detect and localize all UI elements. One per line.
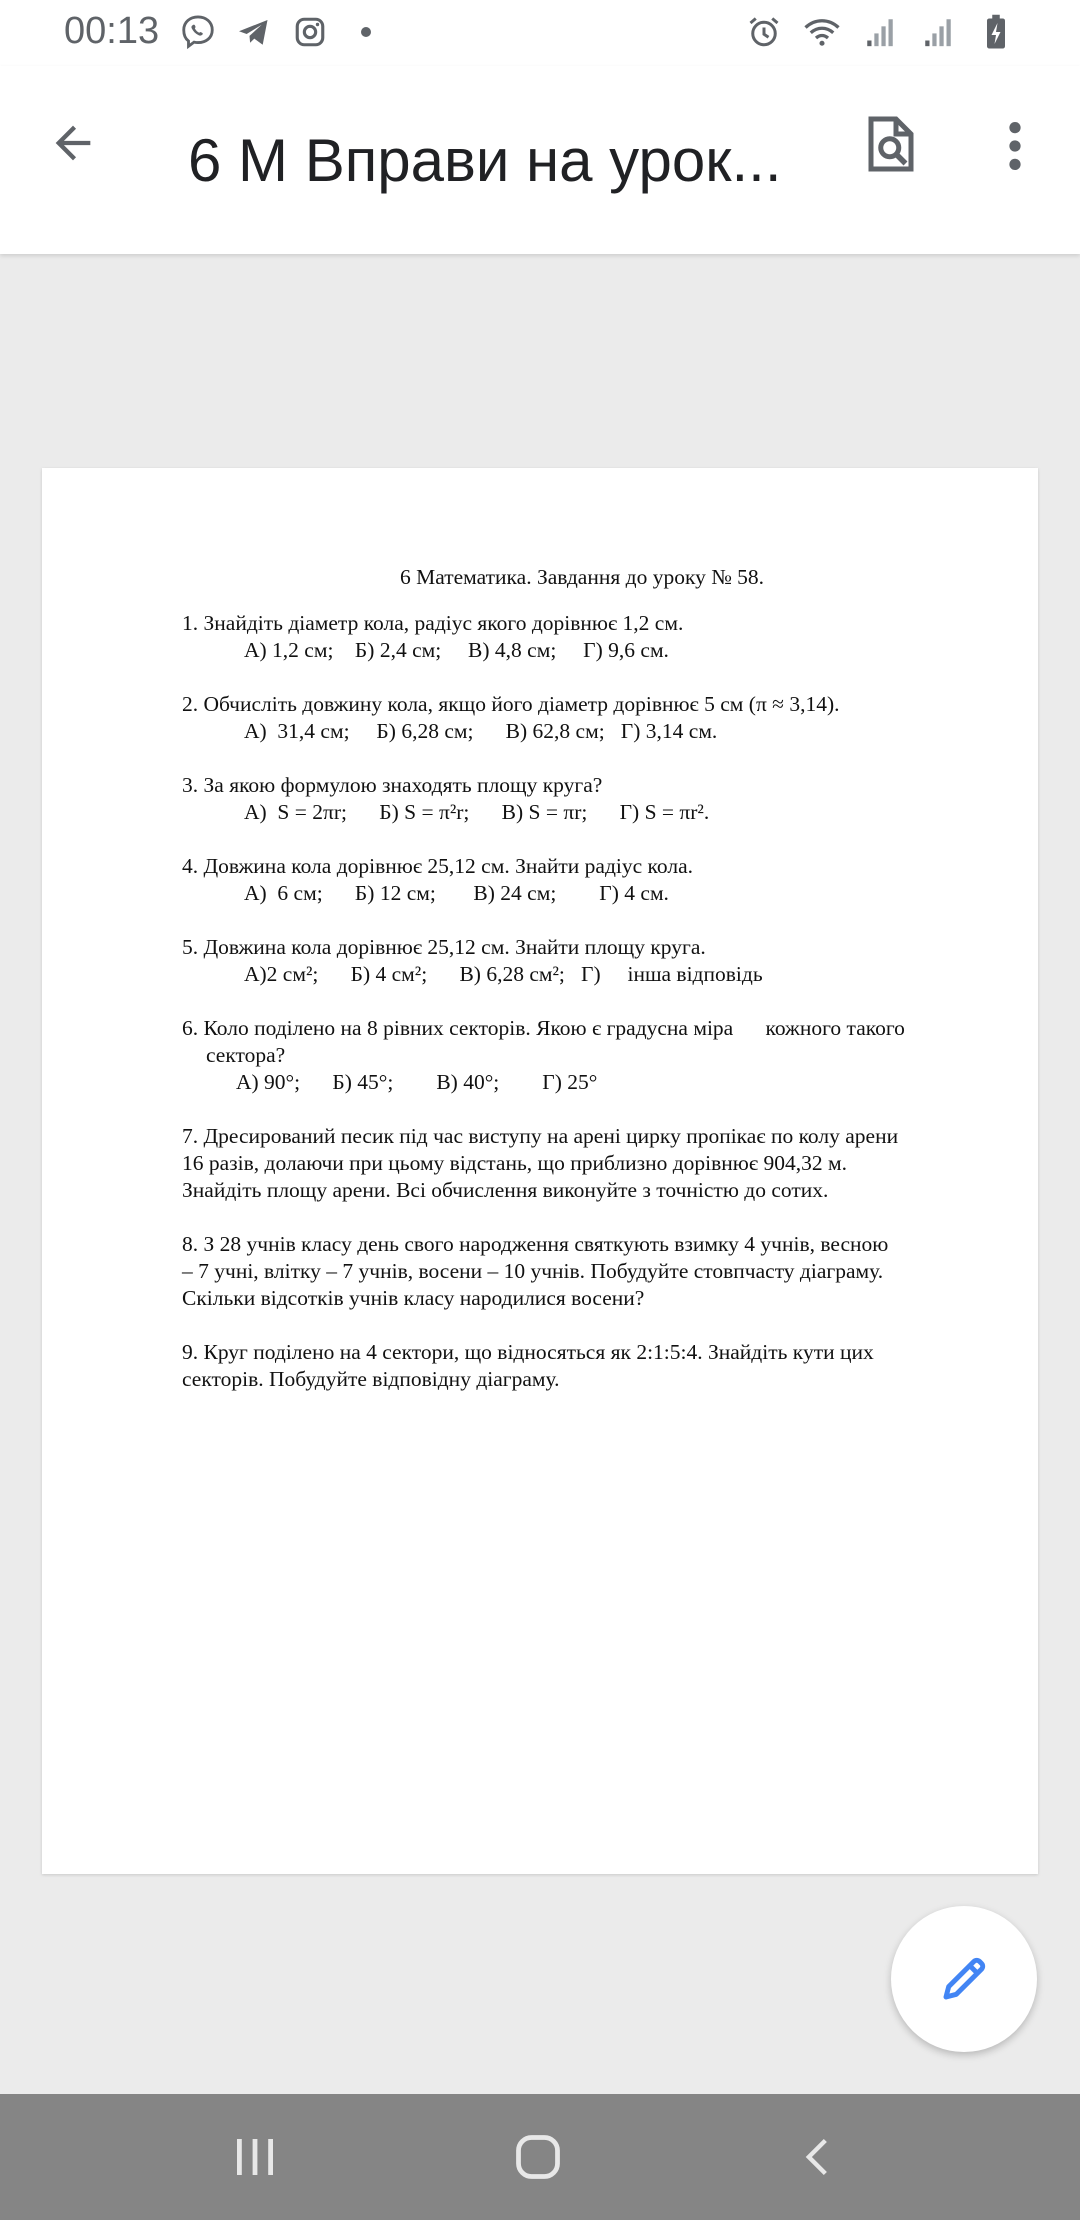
status-bar [0, 0, 1080, 66]
question-2 [182, 691, 1012, 745]
answer-options: А) 6 см; Б) 12 см; В) 24 см; Г) 4 см. [244, 881, 669, 905]
app-bar [0, 66, 1080, 254]
question-4 [182, 853, 1012, 907]
question-6 [182, 1015, 1012, 1096]
notification-dot [346, 12, 386, 52]
question-text: 3. За якою формулою знаходять площу круга? [182, 773, 603, 797]
nav-back-icon [796, 2133, 840, 2181]
question-text: 5. Довжина кола дорівнює 25,12 см. Знайти площу круга. [182, 935, 706, 959]
back-button[interactable] [40, 110, 106, 176]
question-5 [182, 934, 1012, 988]
status-time: 00:13 [64, 10, 160, 52]
edit-pencil-icon [937, 1952, 991, 2006]
more-options-button[interactable] [990, 106, 1040, 186]
question-9 [182, 1339, 1012, 1393]
battery-charging-icon [976, 12, 1016, 52]
question-line: Скільки відсотків учнів класу народилися восени? [182, 1286, 645, 1310]
find-in-page-button[interactable] [858, 102, 924, 186]
more-vert-icon [1008, 120, 1022, 172]
question-text: 4. Довжина кола дорівнює 25,12 см. Знайти радіус кола. [182, 854, 694, 878]
alarm-icon [744, 12, 784, 52]
find-in-page-icon [866, 114, 916, 174]
question-text-continued: сектора? [206, 1043, 286, 1067]
signal-icon-2 [918, 12, 958, 52]
question-line: Знайдіть площу арени. Всі обчислення виконуйте з точністю до сотих. [182, 1178, 829, 1202]
question-3 [182, 772, 1012, 826]
question-line: 16 разів, долаючи при цьому відстань, що приблизно дорівнює 904,32 м. [182, 1151, 847, 1175]
wifi-icon [802, 12, 842, 52]
answer-options: А) 1,2 см; Б) 2,4 см; В) 4,8 см; Г) 9,6 см. [244, 638, 669, 662]
document-page[interactable] [42, 468, 1038, 1874]
answer-options: А) S = 2πr; Б) S = π²r; В) S = πr; Г) S = πr². [244, 800, 710, 824]
question-text: 6. Коло поділено на 8 рівних секторів. Якою є градусна міра кожного такого [182, 1016, 905, 1040]
question-line: 9. Круг поділено на 4 сектори, що відносяться як 2:1:5:4. Знайдіть кути цих [182, 1340, 874, 1364]
question-line: секторів. Побудуйте відповідну діаграму. [182, 1367, 560, 1391]
answer-options: А)2 см²; Б) 4 см²; В) 6,28 см²; Г) інша відповідь [244, 962, 763, 986]
question-8 [182, 1231, 1012, 1312]
home-button[interactable] [498, 2124, 578, 2190]
edit-fab-button[interactable] [891, 1906, 1037, 2052]
question-1 [182, 610, 1012, 664]
question-7 [182, 1123, 1012, 1204]
system-nav-bar [0, 2094, 1080, 2220]
home-icon [512, 2131, 564, 2183]
signal-icon [860, 12, 900, 52]
question-text: 2. Обчисліть довжину кола, якщо його діаметр дорівнює 5 см (π ≈ 3,14). [182, 692, 840, 716]
question-text: 1. Знайдіть діаметр кола, радіус якого дорівнює 1,2 см. [182, 611, 684, 635]
viber-icon [178, 12, 218, 52]
recent-apps-button[interactable] [215, 2124, 295, 2190]
status-right-icons [744, 12, 1016, 52]
recent-apps-icon [231, 2133, 279, 2181]
question-line: 8. З 28 учнів класу день свого народження святкують взимку 4 учнів, весною [182, 1232, 889, 1256]
answer-options: А) 31,4 см; Б) 6,28 см; В) 62,8 см; Г) 3,14 см. [244, 719, 718, 743]
arrow-back-icon [47, 117, 99, 169]
question-line: 7. Дресирований песик під час виступу на арені цирку пропікає по колу арени [182, 1124, 899, 1148]
document-heading: 6 Математика. Завдання до уроку № 58. [400, 565, 764, 589]
question-line: – 7 учні, влітку – 7 учнів, восени – 10 учнів. Побудуйте стовпчасту діаграму. [182, 1259, 884, 1283]
nav-back-button[interactable] [778, 2124, 858, 2190]
document-title: 6 М Вправи на урок... [188, 127, 782, 194]
status-left-icons [178, 12, 386, 52]
answer-options: А) 90°; Б) 45°; В) 40°; Г) 25° [236, 1070, 598, 1094]
document-content [182, 564, 1012, 1420]
telegram-icon [234, 12, 274, 52]
instagram-icon [290, 12, 330, 52]
